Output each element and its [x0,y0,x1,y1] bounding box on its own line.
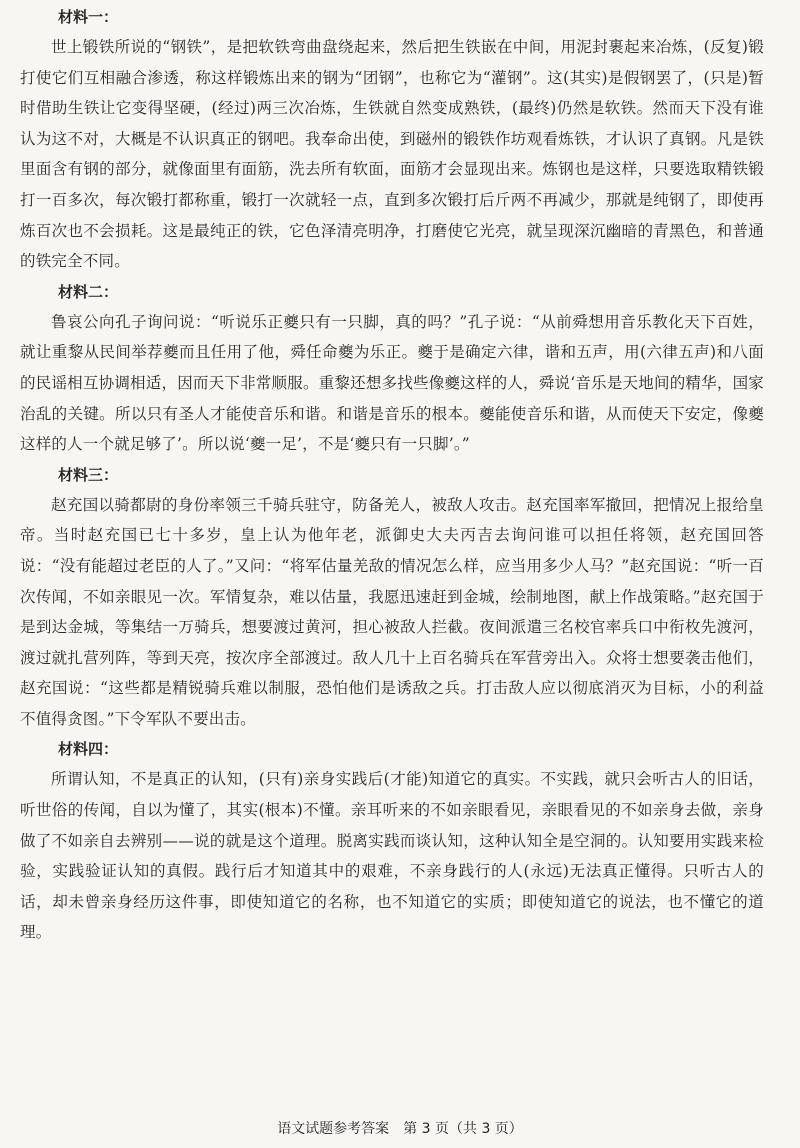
material-1-heading: 材料一： [58,8,119,26]
material-2 [20,277,764,460]
material-3-text: 赵充国以骑都尉的身份率领三千骑兵驻守，防备羌人，被敌人攻击。赵充国率军撤回，把情况上报给皇帝。当时赵充国已七十多岁，皇上认为他年老，派御史大夫丙吉去询问谁可以担任将领，赵充国回答说：“没有能超过老臣的人了。”又问：“将军估量羌敌的情况怎么样，应当用多少人马？”赵充国说：“听一百次传闻，不如亲眼见一次。军情复杂，难以估量，我愿迅速赶到金城，绘制地图，献上作战策略。”赵充国于是到达金城，等集结一万骑兵，想要渡过黄河，担心被敌人拦截。夜间派遣三名校官率兵口中衔枚先渡河，渡过就扎营列阵，等到天亮，按次序全部渡过。敌人几十上百名骑兵在军营旁出入。众将士想要袭击他们，赵充国说：“这些都是精锐骑兵难以制服，恐怕他们是诱敌之兵。打击敌人应以彻底消灭为目标，小的利益不值得贪图。”下令军队不要出击。 [20,495,764,728]
material-2-text: 鲁哀公向孔子询问说：“听说乐正夔只有一只脚，真的吗？”孔子说：“从前舜想用音乐教化天下百姓，就让重黎从民间举荐夔而且任用了他，舜任命夔为乐正。夔于是确定六律，谐和五声，用(六律五声)和八面的民谣相互协调相适，因而天下非常顺服。重黎还想多找些像夔这样的人，舜说‘音乐是天地间的精华，国家治乱的关键。所以只有圣人才能使音乐和谐。和谐是音乐的根本。夔能使音乐和谐，从而使天下安定，像夔这样的人一个就足够了’。所以说‘夔一足’，不是‘夔只有一只脚’。” [20,312,764,454]
material-4-heading: 材料四： [58,740,119,759]
material-4-text: 所谓认知，不是真正的认知，(只有)亲身实践后(才能)知道它的真实。不实践，就只会听古人的旧话，听世俗的传闻，自以为懂了，其实(根本)不懂。亲耳听来的不如亲眼看见，亲眼看见的不如亲身去做，亲身做了不如亲自去辨别——说的就是这个道理。脱离实践而谈认知，这种认知全是空洞的。认知要用实践来检验，实践验证认知的真假。践行后才知道其中的艰难，不亲身践行的人(永远)无法真正懂得。只听古人的话，却未曾亲身经历这件事，即使知道它的名称，也不知道它的实质；即使知道它的说法，也不懂它的道理。 [20,770,764,942]
material-1 [20,2,764,277]
material-2-heading: 材料二： [58,282,119,301]
material-3 [20,460,764,735]
page-footer: 语文试题参考答案 第 3 页（共 3 页） [277,1121,523,1137]
material-1-text: 世上锻铁所说的“钢铁”，是把软铁弯曲盘绕起来，然后把生铁嵌在中间，用泥封裹起来冶炼，(反复)锻打使它们互相融合渗透，称这样锻炼出来的钢为“团钢”，也称它为“灌钢”。这(其实)是假钢罢了，(只是)暂时借助生铁让它变得坚硬，(经过)两三次冶炼，生铁就自然变成熟铁，(最终)仍然是软铁。然而天下没有谁认为这不对，大概是不认识真正的钢吧。我奉命出使，到磁州的锻铁作坊观看炼铁，才认识了真钢。凡是铁里面含有钢的部分，就像面里有面筋，洗去所有软面，面筋才会显现出来。炼钢也是这样，只要选取精铁锻打一百多次，每次锻打都称重，锻打一次就轻一点，直到多次锻打后斤两不再减少，那就是纯钢了，即使再炼百次也不会损耗。这是最纯正的铁，它色泽清亮明净，打磨使它光亮，就呈现深沉幽暗的青黑色，和普通的铁完全不同。 [20,38,764,271]
material-4 [20,734,764,948]
material-3-heading: 材料三： [58,465,119,484]
